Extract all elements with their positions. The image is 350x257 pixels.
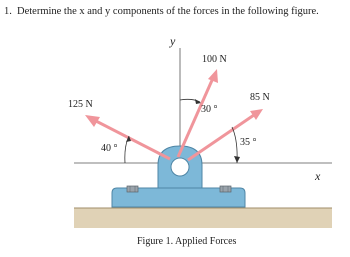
question-number: 1. [4, 6, 12, 17]
angle-arc-30 [180, 99, 201, 104]
bolt-left [127, 186, 138, 192]
force-label-85N: 85 N [250, 92, 270, 103]
angle-arc-40 [125, 136, 131, 163]
ground [74, 208, 332, 228]
force-label-100N: 100 N [202, 54, 227, 65]
y-axis-label: y [170, 34, 176, 48]
angle-label-35: 35 ° [240, 137, 257, 148]
pin-hole [171, 158, 189, 176]
figure-caption: Figure 1. Applied Forces [137, 236, 237, 247]
bolt-right [220, 186, 231, 192]
angle-arc-35 [232, 127, 240, 163]
angle-label-30: 30 ° [201, 104, 218, 115]
x-axis-label: x [315, 169, 321, 183]
force-label-125N: 125 N [68, 99, 93, 110]
force-arrow-85N [188, 109, 263, 160]
force-arrow-125N [85, 115, 170, 159]
question-text: Determine the x and y components of the forces in the following figure. [17, 6, 319, 17]
angle-label-40: 40 ° [101, 143, 118, 154]
